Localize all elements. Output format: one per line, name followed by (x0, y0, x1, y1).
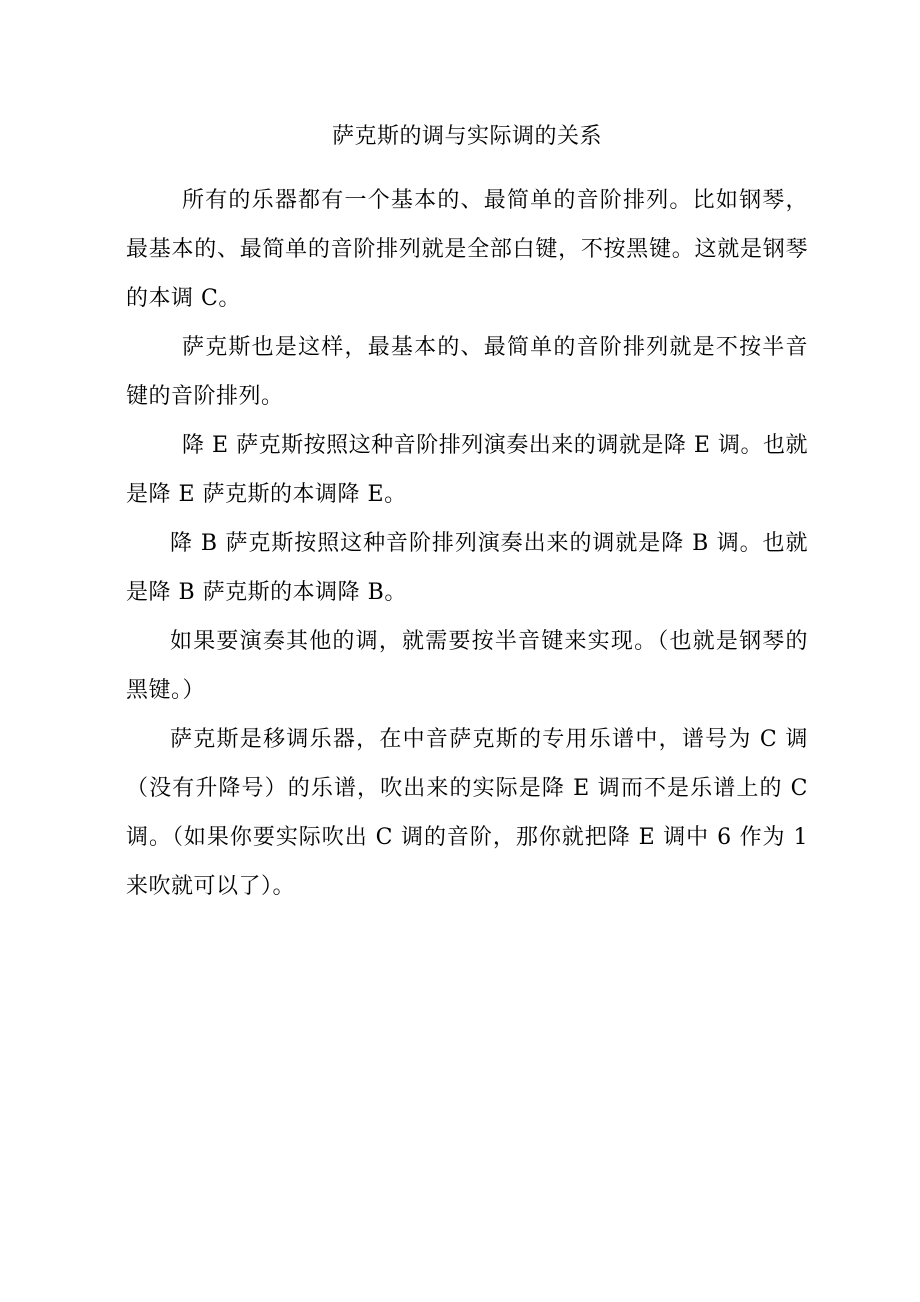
document-title: 萨克斯的调与实际调的关系 (331, 124, 602, 149)
paragraph-other-keys: 如果要演奏其他的调，就需要按半音键来实现。（也就是钢琴的黑键。） (126, 629, 808, 703)
paragraph-bb-sax: 降 B 萨克斯按照这种音阶排列演奏出来的调就是降 B 调。也就是降 B 萨克斯的本调降 B。 (126, 531, 808, 605)
paragraph-piano-basic-scale: 所有的乐器都有一个基本的、最简单的音阶排列。比如钢琴，最基本的、最简单的音阶排列就是全部白键，不按黑键。这就是钢琴的本调 C。 (126, 188, 808, 311)
paragraph-sax-basic-scale: 萨克斯也是这样，最基本的、最简单的音阶排列就是不按半音键的音阶排列。 (126, 335, 808, 409)
paragraph-transposing-instrument: 萨克斯是移调乐器，在中音萨克斯的专用乐谱中，谱号为 C 调（没有升降号）的乐谱，吹出来的实际是降 E 调而不是乐谱上的 C 调。（如果你要实际吹出 C 调的音阶，那你就把降 E 调中 6 作为 1 来吹就可以了）。 (126, 727, 808, 899)
document-page (126, 112, 808, 911)
paragraph-eb-sax: 降 E 萨克斯按照这种音阶排列演奏出来的调就是降 E 调。也就是降 E 萨克斯的本调降 E。 (126, 433, 808, 507)
